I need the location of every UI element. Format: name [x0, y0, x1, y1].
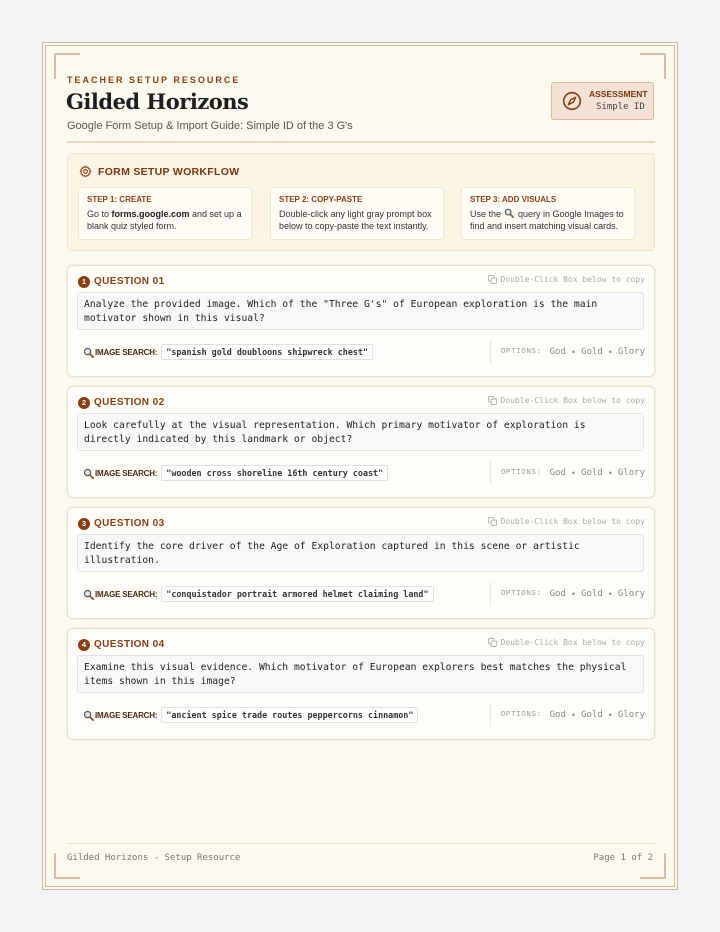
copy-hint-text: Double-Click Box below to copy — [500, 396, 645, 405]
option-separator: • — [608, 468, 612, 478]
option-gold: Gold — [581, 347, 603, 357]
option-glory: Glory — [617, 468, 645, 478]
workflow-title: FORM SETUP WORKFLOW — [98, 165, 240, 178]
answer-options — [490, 340, 645, 364]
question-number-badge: 1 — [78, 276, 90, 288]
copy-hint-text: Double-Click Box below to copy — [500, 517, 645, 526]
option-glory: Glory — [617, 347, 645, 357]
page-subtitle: Google Form Setup & Import Guide: Simple ID of the 3 G's — [67, 120, 353, 132]
magnifier-icon — [83, 589, 94, 600]
question-card — [67, 265, 655, 377]
option-god: God — [549, 468, 566, 478]
workflow-header — [79, 165, 239, 178]
option-separator: • — [571, 589, 576, 599]
image-search-label: IMAGE SEARCH: — [95, 468, 158, 478]
workflow-step-create — [78, 187, 252, 240]
copy-hint — [488, 275, 646, 284]
image-search-row — [77, 582, 477, 606]
magnifier-icon — [83, 347, 94, 358]
question-label: QUESTION 04 — [94, 639, 165, 650]
question-prompt-box[interactable]: Look carefully at the visual representation. Which primary motivator of exploration is directly indicated by this landmark or object? — [77, 413, 644, 451]
answer-options — [490, 461, 645, 485]
question-prompt-box[interactable]: Examine this visual evidence. Which motivator of European explorers best matches the physical items shown in this image? — [77, 655, 644, 693]
copy-hint — [488, 517, 646, 526]
option-gold: Gold — [581, 589, 603, 599]
question-prompt-box[interactable]: Identify the core driver of the Age of Exploration captured in this scene or artistic illustration. — [77, 534, 644, 572]
question-number-badge: 4 — [78, 639, 90, 651]
step-text: Use the query in Google Images to find and insert matching visual cards. — [470, 209, 624, 231]
question-card — [67, 628, 655, 740]
page — [42, 42, 678, 890]
image-search-label: IMAGE SEARCH: — [95, 589, 158, 599]
footer-title: Gilded Horizons - Setup Resource — [67, 853, 241, 863]
header-kicker: TEACHER SETUP RESOURCE — [67, 75, 241, 85]
option-separator: • — [608, 347, 612, 357]
image-search-row — [77, 461, 477, 485]
forms-link: forms.google.com — [111, 209, 190, 219]
copy-hint-text: Double-Click Box below to copy — [500, 275, 645, 284]
workflow-step-copy-paste — [270, 187, 444, 240]
image-search-label: IMAGE SEARCH: — [95, 347, 158, 357]
copy-hint — [488, 396, 646, 405]
option-separator: • — [608, 589, 612, 599]
image-search-label: IMAGE SEARCH: — [95, 710, 158, 720]
image-search-query[interactable]: "wooden cross shoreline 16th century coast" — [161, 465, 388, 481]
copy-icon — [488, 517, 497, 526]
assessment-badge — [551, 82, 654, 120]
image-search-row — [77, 340, 477, 364]
copy-hint — [488, 638, 646, 647]
copy-icon — [488, 638, 497, 647]
workflow-panel — [67, 153, 655, 251]
option-gold: Gold — [581, 468, 603, 478]
answer-options — [490, 582, 645, 606]
option-god: God — [549, 347, 566, 357]
image-search-query[interactable]: "ancient spice trade routes peppercorns cinnamon" — [161, 707, 418, 723]
option-gold: Gold — [581, 710, 603, 720]
options-label: OPTIONS: — [500, 348, 542, 356]
magnifier-icon — [83, 710, 94, 721]
step-title: STEP 1: CREATE — [87, 195, 152, 204]
magnifier-icon — [83, 468, 94, 479]
question-label: QUESTION 03 — [94, 518, 165, 529]
badge-title: ASSESSMENT — [589, 89, 648, 99]
copy-icon — [488, 396, 497, 405]
page-title: Gilded Horizons — [66, 89, 249, 114]
page-number: Page 1 of 2 — [593, 853, 653, 863]
header-divider — [67, 141, 655, 143]
option-glory: Glory — [617, 710, 645, 720]
footer-divider — [67, 843, 655, 844]
option-separator: • — [571, 468, 576, 478]
answer-options — [490, 703, 645, 727]
step-text: Double-click any light gray prompt box below to copy-paste the text instantly. — [279, 209, 432, 231]
options-label: OPTIONS: — [500, 711, 542, 719]
copy-hint-text: Double-Click Box below to copy — [500, 638, 645, 647]
question-number-badge: 3 — [78, 518, 90, 530]
option-god: God — [549, 710, 566, 720]
image-search-query[interactable]: "conquistador portrait armored helmet claiming land" — [161, 586, 433, 602]
workflow-step-add-visuals — [461, 187, 635, 240]
options-label: OPTIONS: — [500, 469, 542, 477]
image-search-row — [77, 703, 477, 727]
options-label: OPTIONS: — [500, 590, 542, 598]
question-card — [67, 507, 655, 619]
option-separator: • — [571, 347, 576, 357]
magnifier-icon — [504, 208, 514, 218]
compass-icon — [562, 91, 582, 111]
question-prompt-box[interactable]: Analyze the provided image. Which of the "Three G's" of European exploration is the main motivator shown in this visual? — [77, 292, 644, 330]
step-text: Go to forms.google.com and set up a blank quiz styled form. — [87, 209, 242, 231]
question-number-badge: 2 — [78, 397, 90, 409]
option-glory: Glory — [617, 589, 645, 599]
question-label: QUESTION 02 — [94, 397, 165, 408]
option-separator: • — [608, 710, 612, 720]
step-title: STEP 2: COPY-PASTE — [279, 195, 363, 204]
option-separator: • — [571, 710, 576, 720]
question-label: QUESTION 01 — [94, 276, 165, 287]
corner-ornament — [640, 53, 666, 79]
question-card — [67, 386, 655, 498]
step-title: STEP 3: ADD VISUALS — [470, 195, 557, 204]
badge-subtitle: Simple ID — [596, 102, 645, 112]
image-search-query[interactable]: "spanish gold doubloons shipwreck chest" — [161, 344, 373, 360]
copy-icon — [488, 275, 497, 284]
gear-icon — [79, 165, 92, 178]
option-god: God — [549, 589, 566, 599]
